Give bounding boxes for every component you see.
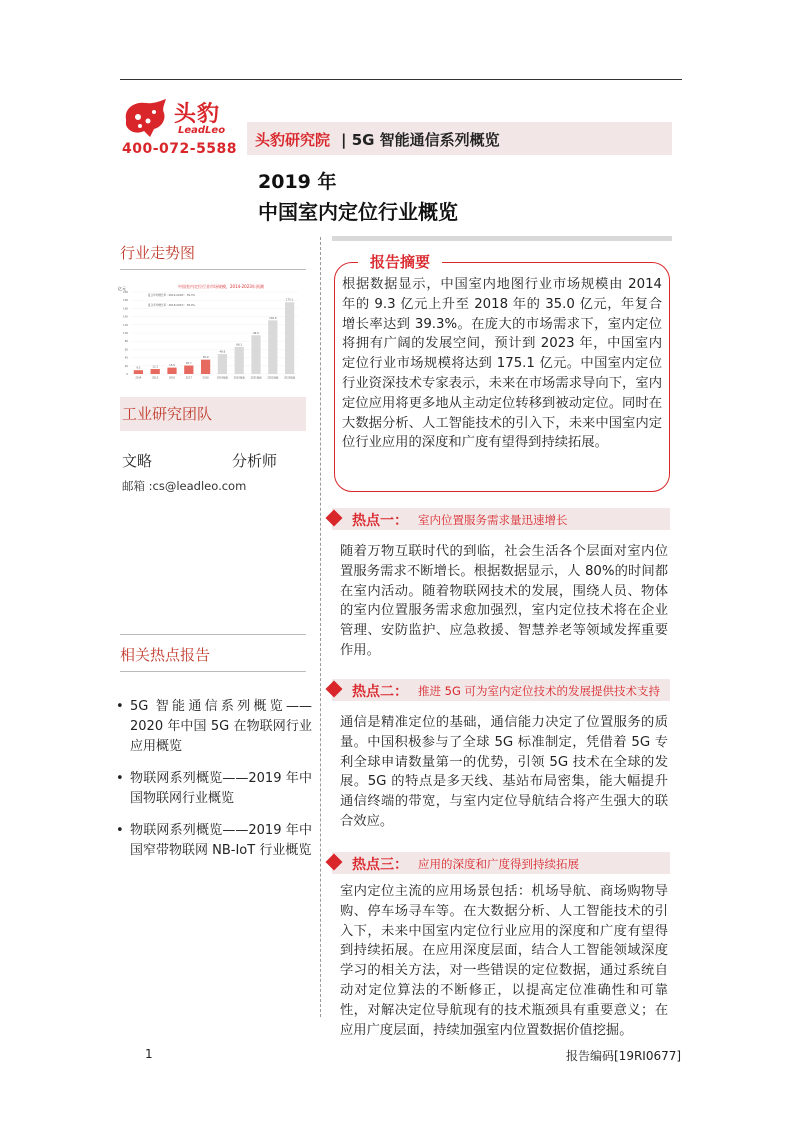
y-tick-label: 60 bbox=[124, 348, 128, 352]
top-rule bbox=[120, 79, 682, 80]
hotline-phone: 400-072-5588 bbox=[122, 141, 238, 157]
hotspot-heading: 热点一： bbox=[352, 513, 408, 529]
x-tick-label: 2016 bbox=[168, 376, 176, 380]
x-tick-label: 2020预测 bbox=[233, 376, 245, 380]
abstract-label: 报告摘要 bbox=[370, 253, 431, 271]
bar-value-label: 175.1 bbox=[285, 298, 294, 302]
y-tick-label: 0 bbox=[126, 373, 128, 376]
related-report-title: 5G 智能通信系列概览——2020 年中国 5G 在物联网行业应用概览 bbox=[130, 699, 312, 754]
page-number: 1 bbox=[145, 1047, 153, 1061]
divider bbox=[120, 634, 306, 635]
chart-bar bbox=[235, 347, 244, 374]
hotspot-1-text: 随着万物互联时代的到临，社会生活各个层面对室内位置服务需求不断增长。根据数据显示，人 80%的时间都在室内活动。随着物联网技术的发展，围绕人员、物体的室内位置服务需求愈加强烈，室内定位技术将在企业管理、安防监护、应急救援、智慧养老等领域发挥重要作用。 bbox=[340, 544, 668, 658]
bar-value-label: 9.3 bbox=[136, 366, 141, 370]
bullet-icon: • bbox=[116, 823, 124, 838]
bar-value-label: 35.0 bbox=[202, 356, 209, 360]
section-top-bar bbox=[332, 236, 672, 241]
trend-heading: 行业走势图 bbox=[120, 244, 196, 262]
report-code: 报告编码[19RI0677] bbox=[566, 1049, 682, 1063]
legend-cagr-1: 复合年均增长率（2014-2018）：39.3% bbox=[148, 294, 196, 297]
logo-cn-text: 头豹 bbox=[174, 102, 221, 127]
x-tick-label: 2022预测 bbox=[267, 376, 279, 380]
y-tick-label: 20 bbox=[124, 364, 128, 368]
column-separator bbox=[320, 237, 321, 1017]
diamond-icon bbox=[326, 854, 343, 871]
chart-ylabel: 亿元 bbox=[118, 286, 126, 291]
y-tick-label: 180 bbox=[123, 299, 128, 303]
y-tick-label: 80 bbox=[124, 340, 128, 344]
logo-en-text: LeadLeo bbox=[178, 125, 226, 136]
chart-bar bbox=[251, 335, 260, 374]
hotspot-subtitle: 推进 5G 可为室内定位技术的发展提供技术支持 bbox=[418, 684, 661, 698]
team-heading: 工业研究团队 bbox=[122, 405, 213, 423]
bar-value-label: 15.6 bbox=[169, 364, 175, 368]
chart-bar bbox=[151, 369, 160, 374]
bar-value-label: 20.7 bbox=[185, 362, 192, 366]
chart-bar bbox=[134, 370, 143, 374]
diamond-icon bbox=[326, 510, 343, 527]
y-tick-label: 120 bbox=[123, 323, 128, 327]
hotspot-subtitle: 室内位置服务需求量迅速增长 bbox=[418, 513, 568, 527]
series-brand: 头豹研究院 bbox=[255, 131, 331, 149]
y-tick-label: 40 bbox=[124, 356, 128, 360]
hotspot-3-header bbox=[332, 852, 670, 874]
related-heading: 相关热点报告 bbox=[120, 646, 211, 664]
trend-section-header bbox=[120, 236, 306, 270]
x-tick-label: 2015 bbox=[152, 376, 159, 380]
legend-cagr-2: 复合年均增长率（2018-2023）：38.0% bbox=[148, 304, 196, 307]
diamond-icon bbox=[326, 681, 343, 698]
bullet-icon: • bbox=[116, 771, 124, 786]
hotspot-subtitle: 应用的深度和广度得到持续拓展 bbox=[418, 857, 579, 871]
bar-value-label: 94.5 bbox=[253, 331, 259, 335]
hotspot-1-header bbox=[332, 508, 670, 530]
x-tick-label: 2014 bbox=[135, 376, 142, 380]
hotspot-2-text: 通信是精准定位的基础，通信能力决定了位置服务的质量。中国积极参与了全球 5G 标准制定，凭借着 5G 专利全球申请数量第一的优势，引领 5G 技术在全球的发展。5G 的特点是多天线、基站布局密集，能大幅提升通信终端的带宽，与室内定位导航结合将产生强大的联合效应。 bbox=[340, 715, 668, 829]
x-tick-label: 2018 bbox=[202, 376, 209, 380]
related-report-link[interactable] bbox=[116, 769, 312, 809]
chart-bar bbox=[268, 320, 277, 374]
bar-value-label: 12.1 bbox=[152, 365, 159, 369]
divider bbox=[120, 269, 306, 270]
related-report-title: 物联网系列概览——2019 年中国窄带物联网 NB-IoT 行业概览 bbox=[130, 823, 312, 858]
related-report-link[interactable] bbox=[116, 821, 312, 861]
bullet-icon: • bbox=[116, 699, 124, 714]
x-tick-label: 2021预测 bbox=[250, 376, 262, 380]
divider bbox=[120, 671, 306, 672]
bar-value-label: 66.1 bbox=[236, 343, 243, 347]
chart-svg bbox=[118, 282, 300, 384]
analyst-role: 分析师 bbox=[232, 452, 278, 470]
related-report-link[interactable] bbox=[116, 697, 312, 757]
analyst-name: 文略 bbox=[122, 452, 153, 470]
chart-bar bbox=[184, 366, 193, 374]
y-tick-label: 200 bbox=[123, 291, 128, 294]
chart-bar bbox=[285, 302, 294, 374]
abstract-label-box bbox=[358, 250, 442, 272]
contact-email: 邮箱 :cs@leadleo.com bbox=[122, 479, 247, 493]
report-title: 中国室内定位行业概览 bbox=[258, 200, 458, 224]
hotspot-heading: 热点二： bbox=[352, 684, 408, 700]
y-tick-label: 100 bbox=[123, 332, 128, 335]
bar-value-label: 130.9 bbox=[269, 316, 277, 320]
chart-title: 中国室内定位行业市场规模，2014-2023年预测 bbox=[178, 284, 264, 289]
related-report-title: 物联网系列概览——2019 年中国物联网行业概览 bbox=[130, 771, 312, 806]
leopard-logo-icon bbox=[120, 97, 170, 139]
leadleo-logo bbox=[120, 97, 240, 141]
y-tick-label: 160 bbox=[123, 307, 128, 311]
hotspot-3-text: 室内定位主流的应用场景包括：机场导航、商场购物导购、停车场寻车等。在大数据分析、人工智能技术的引入下，未来中国室内定位行业应用的深度和广度有望得到持续拓展。在应用深度层面，结合人工智能领域深度学习的相关方法，对一些错误的定位数据，通过系统自动对定位算法的不断修正，以提高定位准确性和可靠性，对解决定位导航现有的技术瓶颈具有重要意义；在应用广度层面，持续加强室内位置数据价值挖掘。 bbox=[340, 884, 668, 1038]
chart-bar bbox=[218, 354, 227, 374]
report-year: 2019 年 bbox=[258, 171, 337, 193]
team-section-header bbox=[120, 397, 306, 431]
y-tick-label: 140 bbox=[123, 315, 128, 319]
abstract-text: 根据数据显示，中国室内地图行业市场规模由 2014 年的 9.3 亿元上升至 2018 年的 35.0 亿元，年复合增长率达到 39.3%。在庞大的市场需求下，室内定位将拥有广阔的发展空间，预计到 2023 年，中国室内定位行业市场规模将达到 175.1 亿元。中国室内定位行业资深技术专家表示，未来在市场需求导向下，室内定位应用将更多地从主动定位转移到被动定位。同时在大数据分析、人工智能技术的引入下，未来中国室内定位行业应用的深度和广度有望得到持续拓展。 bbox=[342, 277, 662, 451]
chart-bar bbox=[201, 360, 210, 374]
x-tick-label: 2023预测 bbox=[284, 376, 296, 380]
market-size-chart bbox=[118, 282, 300, 384]
chart-bar bbox=[167, 368, 176, 374]
hotspot-2-header bbox=[332, 679, 670, 701]
series-banner bbox=[247, 122, 672, 155]
bar-value-label: 48.6 bbox=[219, 350, 226, 354]
related-reports-list bbox=[116, 697, 312, 873]
hotspot-heading: 热点三： bbox=[352, 857, 408, 873]
x-tick-label: 2017 bbox=[185, 376, 192, 380]
x-tick-label: 2019预测 bbox=[216, 376, 228, 380]
related-section-header bbox=[120, 634, 306, 672]
series-name: | 5G 智能通信系列概览 bbox=[341, 131, 500, 149]
